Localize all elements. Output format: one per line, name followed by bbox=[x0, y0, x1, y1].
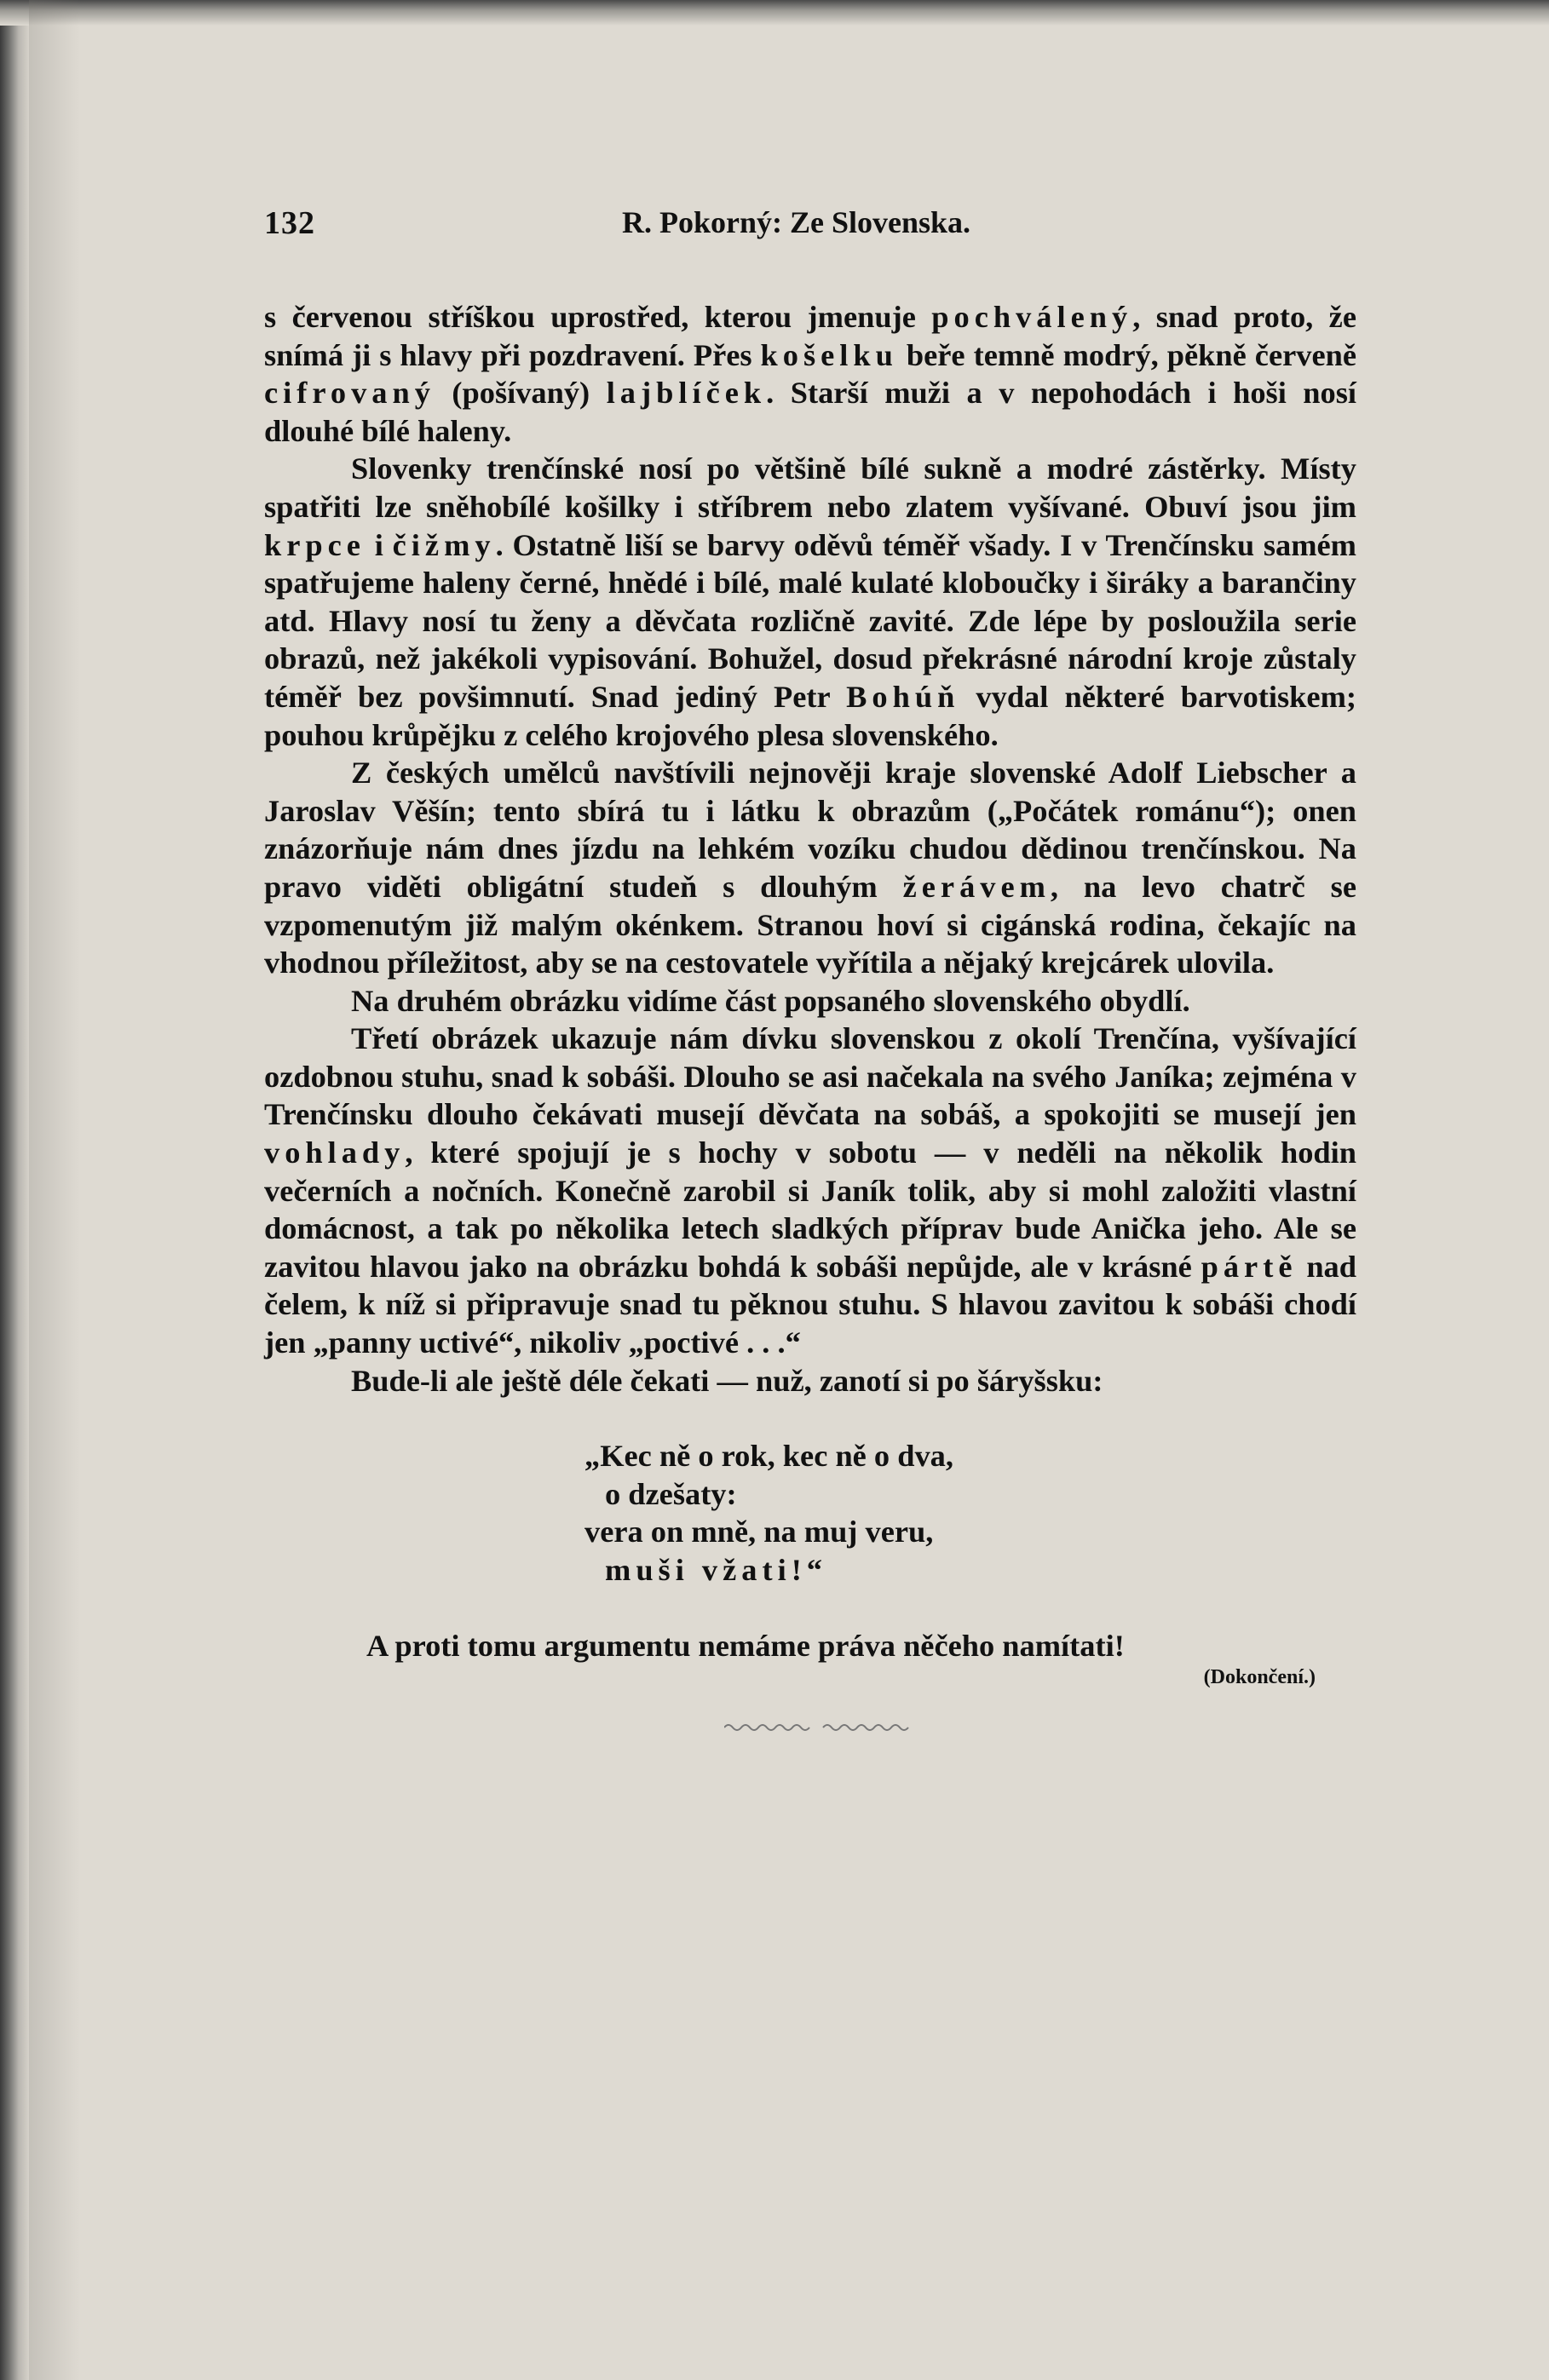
paragraph-3 bbox=[264, 754, 1356, 982]
poem-line-3: vera on mně, na muj veru, bbox=[584, 1515, 934, 1549]
scan-top-edge bbox=[0, 0, 1549, 26]
spaced-term: pochválený bbox=[931, 300, 1133, 334]
paragraph-1 bbox=[264, 298, 1356, 450]
scan-left-edge bbox=[0, 0, 29, 2380]
closing-sentence: A proti tomu argumentu nemáme práva něčeho namítati! bbox=[366, 1628, 1125, 1663]
paragraph-2 bbox=[264, 450, 1356, 754]
poem-line-2: o dzešaty: bbox=[605, 1476, 737, 1511]
spaced-term: čižmy bbox=[392, 527, 496, 562]
text-run: . Starší muži a v nepohodách i hoši nosí dlouhé bílé haleny. bbox=[264, 376, 1357, 448]
text-run: s červenou stříškou uprostřed, kterou jmenuje bbox=[264, 300, 932, 334]
spaced-term: žerávem bbox=[902, 869, 1051, 904]
spaced-term: krpce bbox=[264, 527, 366, 562]
scan-gutter-shadow bbox=[29, 0, 80, 2380]
text-run: Slovenky trenčínské nosí po většině bílé sukně a modré zástěrky. Místy spatřiti lze sněhobílé košilky i stříbrem nebo zlatem vyšívané. Obuví jsou jim bbox=[264, 451, 1356, 524]
to-be-continued-note: (Dokončení.) bbox=[1203, 1666, 1316, 1689]
text-run: vydal některé barvotiskem; pouhou krůpějku z celého krojového plesa slovenského. bbox=[264, 679, 1356, 752]
text-run: , snad proto, že snímá ji s hlavy při pozdravení. Přes bbox=[264, 300, 1356, 372]
text-run: . Ostatně liší se barvy oděvů téměř všady. I v Trenčínsku samém spatřujeme haleny černé, hnědé i bílé, malé kulaté kloboučky i širáky a barančiny atd. Hlavy nosí tu ženy a děvčata rozličně zavité. Zde lépe by posloužila serie obrazů, než jakékoli vypisování. Bohužel, dosud překrásné národní kroje zůstaly téměř bez povšimnutí. Snad jediný Petr bbox=[264, 527, 1356, 714]
text-run: i bbox=[365, 527, 393, 562]
poem-line-1: „Kec ně o rok, kec ně o dva, bbox=[584, 1439, 953, 1474]
paragraph-6: Bude-li ale ještě déle čekati — nuž, zanotí si po šáryšsku: bbox=[351, 1363, 1103, 1398]
spaced-term: košelku bbox=[760, 337, 898, 372]
text-run: Z českých umělců navštívili nejnověji kraje slovenské Adolf Liebscher a Jaroslav Věšín; tento sbírá tu i látku k obrazům („Počátek románu“); onen znázorňuje nám dnes jízdu na lehkém vozíku chudou dědinou trenčínskou. Na pravo viděti obligátní studeň s dlouhým bbox=[264, 756, 1356, 904]
text-run: , které spojují je s hochy v sobotu — v neděli na několik hodin večerních a nočních. Konečně zarobil si Janík tolik, aby si mohl založiti vlastní domácnost, a tak po několika letech sladkých příprav bude Anička jeho. Ale se zavitou hlavou jako na obrázku bohdá k sobáši nepůjde, ale v krásné bbox=[264, 1135, 1356, 1284]
page-number: 132 bbox=[264, 205, 315, 241]
text-run: nad čelem, k níž si připravuje snad tu pěknou stuhu. S hlavou zavitou k sobáši chodí jen „panny uctivé“, nikoliv „poctivé . . .“ bbox=[264, 1249, 1356, 1360]
poem-line-4: muši vžati!“ bbox=[605, 1553, 828, 1587]
poem bbox=[584, 1437, 1356, 1589]
spaced-term: vohlady bbox=[264, 1135, 406, 1170]
page-header bbox=[264, 196, 1356, 247]
spaced-term: Bohúň bbox=[846, 679, 960, 714]
text-run: (pošívaný) bbox=[435, 376, 607, 411]
spaced-term: pártě bbox=[1201, 1249, 1298, 1284]
paragraph-4: Na druhém obrázku vidíme část popsaného slovenského obydlí. bbox=[351, 983, 1190, 1018]
page-content bbox=[264, 196, 1356, 1738]
running-head: R. Pokorný: Ze Slovenska. bbox=[622, 205, 971, 239]
spaced-term: lajblíček bbox=[606, 376, 767, 411]
text-run: , na levo chatrč se vzpomenutým již malým okénkem. Stranou hoví si cigánská rodina, čekajíc na vhodnou příležitost, aby se na cestovatele vyřítila a nějaký krejcárek ulovila. bbox=[264, 869, 1356, 980]
paragraph-5 bbox=[264, 1020, 1356, 1361]
body-text bbox=[264, 298, 1356, 1400]
spaced-term: cifrovaný bbox=[264, 376, 435, 411]
text-run: Třetí obrázek ukazuje nám dívku slovenskou z okolí Trenčína, vyšívající ozdobnou stuhu, snad k sobáši. Dlouho se asi načekala na svého Janíka; zejména v Trenčínsku dlouho čekávati musejí děvčata na sobáš, a spokojiti se musejí jen bbox=[264, 1021, 1356, 1132]
text-run: beře temně modrý, pěkně červeně bbox=[897, 337, 1356, 372]
ornament-divider bbox=[724, 1722, 912, 1733]
